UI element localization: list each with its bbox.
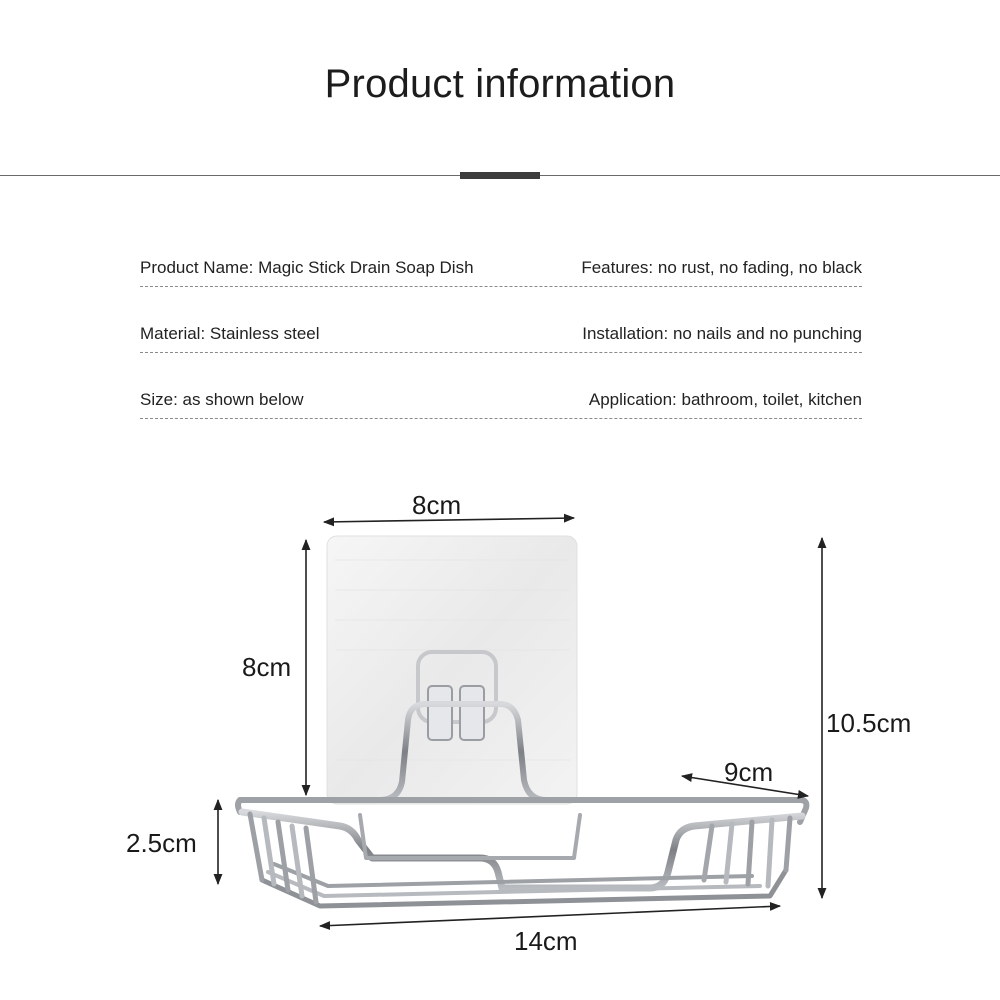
product-name-text: Product Name: Magic Stick Drain Soap Dish <box>140 258 474 277</box>
basket <box>238 800 806 906</box>
info-row <box>140 324 862 354</box>
info-row <box>140 258 862 288</box>
info-row <box>140 390 862 420</box>
page-title: Product information <box>324 62 676 106</box>
length-label: 14cm <box>514 926 578 956</box>
dashed-divider <box>140 418 862 419</box>
features-text: Features: no rust, no fading, no black <box>581 258 862 277</box>
application-text: Application: bathroom, toilet, kitchen <box>588 390 862 409</box>
material-text: Material: Stainless steel <box>140 324 320 343</box>
title-divider-accent <box>460 172 540 179</box>
dashed-divider <box>140 286 862 287</box>
size-text: Size: as shown below <box>140 390 304 409</box>
length-arrow <box>320 906 780 926</box>
adhesive-plate <box>327 536 577 804</box>
depth-label: 9cm <box>724 757 774 787</box>
basket-height-label: 2.5cm <box>126 828 197 858</box>
total-height-label: 10.5cm <box>826 708 912 738</box>
plate-width-label: 8cm <box>412 490 462 520</box>
installation-text: Installation: no nails and no punching <box>582 324 862 343</box>
plate-height-label: 8cm <box>242 652 292 682</box>
dashed-divider <box>140 352 862 353</box>
